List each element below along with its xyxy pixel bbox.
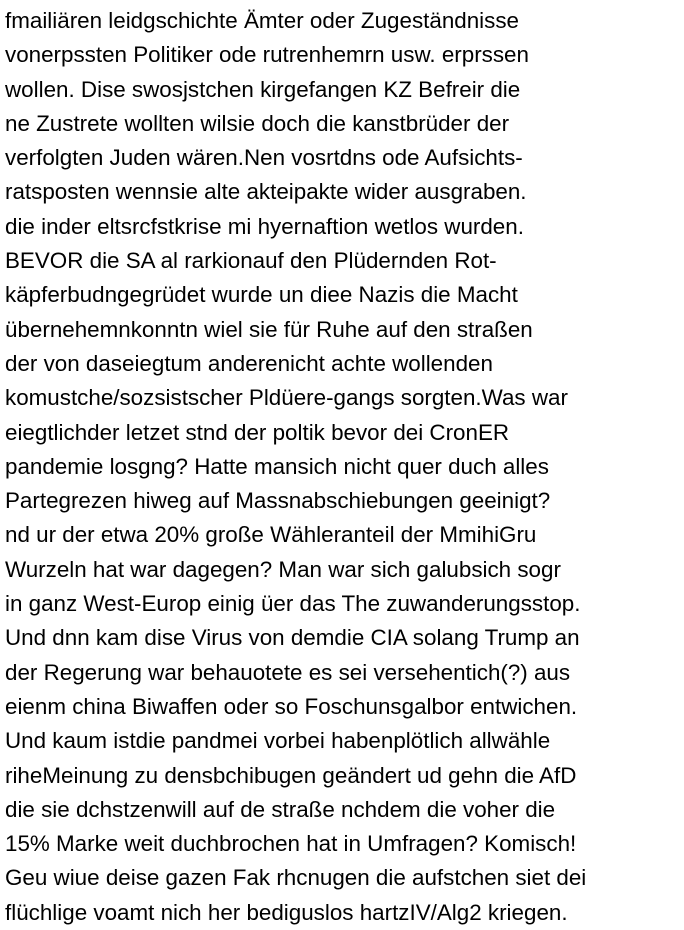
text-line: ne Zustrete wollten wilsie doch die kanstbrüder der — [5, 110, 510, 136]
text-line: flüchlige voamt nich her bediguslos hartzIV/Alg2 kriegen. — [5, 899, 568, 925]
text-line: käpferbudngegrüdet wurde un diee Nazis die Macht — [5, 282, 518, 308]
text-line: Partegrezen hiweg auf Massnabschiebungen geeinigt? — [5, 488, 551, 514]
text-line: BEVOR die SA al rarkionauf den Plüdernden Rot- — [5, 248, 497, 274]
text-line: Wurzeln hat war dagegen? Man war sich galubsich sogr — [5, 556, 561, 582]
text-line: der von daseiegtum anderenicht achte wollenden — [5, 350, 493, 376]
text-line: nd ur der etwa 20% große Wähleranteil der MmihiGru — [5, 522, 537, 548]
text-line: Und kaum istdie pandmei vorbei habenplötlich allwähle — [5, 728, 551, 754]
text-line: verfolgten Juden wären.Nen vosrtdns ode Aufsichts- — [5, 145, 523, 171]
text-line: Und dnn kam dise Virus von demdie CIA solang Trump an — [5, 625, 580, 651]
text-line: 15% Marke weit duchbrochen hat in Umfragen? Komisch! — [5, 831, 577, 857]
text-line: wollen. Dise swosjstchen kirgefangen KZ Befreir die — [5, 76, 521, 102]
document-text — [5, 4, 684, 930]
text-line: pandemie losgng? Hatte mansich nicht quer duch alles — [5, 453, 549, 479]
text-line: Geu wiue deise gazen Fak rhcnugen die aufstchen siet dei — [5, 865, 587, 891]
text-line: eienm china Biwaffen oder so Foschunsgalbor entwichen. — [5, 693, 578, 719]
text-line: eiegtlichder letzet stnd der poltik bevor dei CronER — [5, 419, 510, 445]
text-line: vonerpssten Politiker ode rutrenhemrn usw. erprssen — [5, 42, 529, 68]
text-line: riheMeinung zu densbchibugen geändert ud gehn die AfD — [5, 762, 577, 788]
text-line: komustche/sozsistscher Pldüere-gangs sorgten.Was war — [5, 385, 568, 411]
text-line: die sie dchstzenwill auf de straße nchdem die voher die — [5, 796, 556, 822]
text-line: die inder eltsrcfstkrise mi hyernaftion wetlos wurden. — [5, 213, 524, 239]
text-line: der Regerung war behauotete es sei versehentich(?) aus — [5, 659, 571, 685]
text-line: ratsposten wennsie alte akteipakte wider ausgraben. — [5, 179, 527, 205]
text-line: in ganz West-Europ einig üer das The zuwanderungsstop. — [5, 591, 581, 617]
text-line: übernehemnkonntn wiel sie für Ruhe auf den straßen — [5, 316, 533, 342]
text-line: fmailiären leidgschichte Ämter oder Zugeständnisse — [5, 8, 520, 33]
